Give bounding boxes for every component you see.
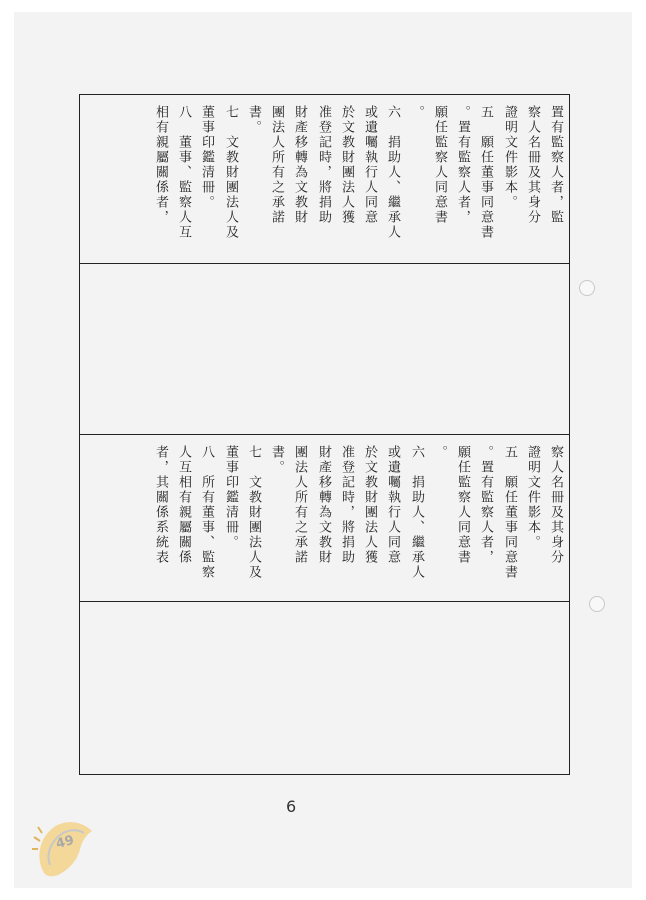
- lower-column: 或遺囑執行人同意: [385, 445, 400, 565]
- lower-column: 察人名冊及其身分: [548, 445, 563, 565]
- upper-column: 或遺囑執行人同意: [362, 105, 377, 225]
- lower-column: 董事印鑑清冊。: [223, 445, 238, 550]
- upper-text-divider: [80, 263, 569, 264]
- lower-column: 五 願任董事同意書: [502, 445, 517, 580]
- upper-column: 准登記時，將捐助: [316, 105, 331, 225]
- upper-column: 願任監察人同意書: [432, 105, 447, 225]
- lower-column: 准登記時，將捐助: [339, 445, 354, 565]
- upper-column: 置有監察人者，監: [548, 105, 563, 225]
- upper-column: 於文教財團法人獲: [339, 105, 354, 225]
- lower-column: 證明文件影本。: [525, 445, 540, 550]
- upper-column: 。置有監察人者，: [455, 105, 470, 225]
- upper-column: 五 願任董事同意書: [478, 105, 493, 240]
- upper-column: 證明文件影本。: [502, 105, 517, 210]
- upper-column: 團法人所有之承諾: [269, 105, 284, 225]
- upper-column: 董事印鑑清冊。: [199, 105, 214, 210]
- upper-column: 七 文教財團法人及: [223, 105, 238, 240]
- lower-column: 六 捐助人、繼承人: [409, 445, 424, 580]
- upper-column: 書。: [246, 105, 261, 135]
- binder-hole-top: [579, 280, 595, 296]
- lower-column: 八 所有董事、監察: [199, 445, 214, 580]
- document-frame: [79, 94, 570, 775]
- section-divider: [80, 434, 569, 435]
- lower-column: 於文教財團法人獲: [362, 445, 377, 565]
- upper-column: 財產移轉為文教財: [292, 105, 307, 225]
- upper-column: 察人名冊及其身分: [525, 105, 540, 225]
- lower-column: 人互相有親屬關係: [176, 445, 191, 565]
- stamp-text: 49: [54, 832, 76, 853]
- lower-column: 。置有監察人者，: [478, 445, 493, 565]
- upper-column: 八 董事、監察人互: [176, 105, 191, 240]
- upper-column: 相有親屬關係者，: [153, 105, 168, 225]
- lower-column: 七 文教財團法人及: [246, 445, 261, 580]
- lower-column: 書。: [269, 445, 284, 475]
- lower-column: 財產移轉為文教財: [316, 445, 331, 565]
- lower-column: 者，其關係系統表: [153, 445, 168, 565]
- upper-column: 六 捐助人、繼承人: [385, 105, 400, 240]
- lower-text-divider: [80, 601, 569, 602]
- lower-column: 。: [432, 445, 447, 460]
- lower-column: 願任監察人同意書: [455, 445, 470, 565]
- page-number: 6: [286, 797, 297, 816]
- binder-hole-bottom: [589, 596, 605, 612]
- lower-column: 團法人所有之承諾: [292, 445, 307, 565]
- upper-column: 。: [409, 105, 424, 120]
